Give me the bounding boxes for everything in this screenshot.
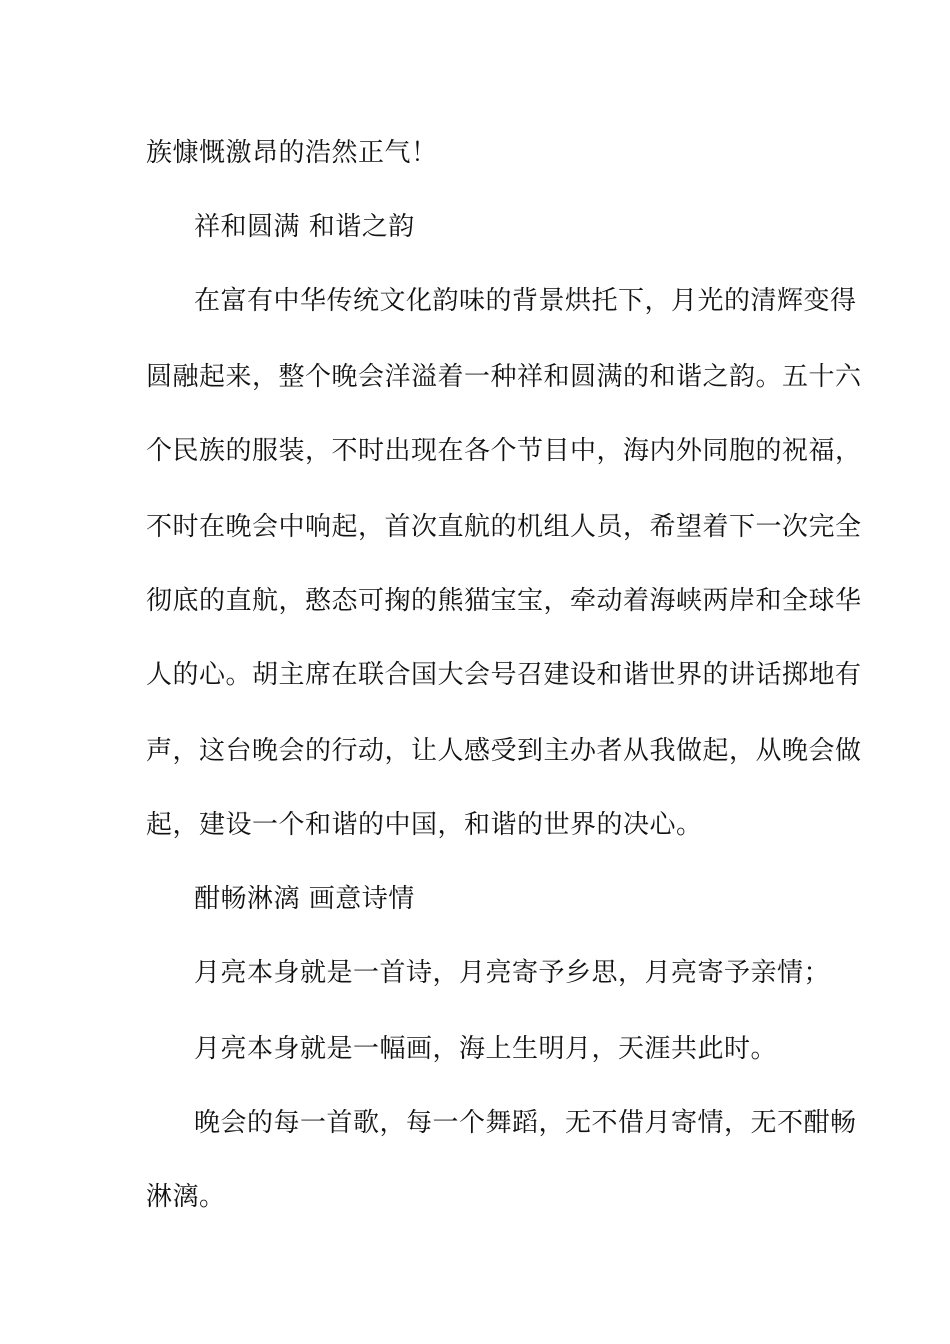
paragraph-line: 声，这台晚会的行动，让人感受到主办者从我做起，从晚会做 <box>146 736 862 766</box>
paragraph-line: 在富有中华传统文化韵味的背景烘托下，月光的清辉变得 <box>194 286 857 316</box>
section-heading-poetry: 酣畅淋漓 画意诗情 <box>194 884 415 914</box>
paragraph-line: 人的心。胡主席在联合国大会号召建设和谐世界的讲话掷地有 <box>146 660 862 690</box>
paragraph-line: 月亮本身就是一首诗，月亮寄予乡思，月亮寄予亲情； <box>194 958 831 988</box>
paragraph-line: 个民族的服装，不时出现在各个节目中，海内外同胞的祝福， <box>146 436 862 466</box>
paragraph-line: 月亮本身就是一幅画，海上生明月，天涯共此时。 <box>194 1034 778 1064</box>
paragraph-line: 圆融起来，整个晚会洋溢着一种祥和圆满的和谐之韵。五十六 <box>146 362 862 392</box>
paragraph-line: 起，建设一个和谐的中国，和谐的世界的决心。 <box>146 810 703 840</box>
paragraph-line: 晚会的每一首歌，每一个舞蹈，无不借月寄情，无不酣畅 <box>194 1108 857 1138</box>
paragraph-line: 不时在晚会中响起，首次直航的机组人员，希望着下一次完全 <box>146 512 862 542</box>
paragraph-line: 淋漓。 <box>146 1182 226 1212</box>
paragraph-line: 彻底的直航，憨态可掬的熊猫宝宝，牵动着海峡两岸和全球华 <box>146 586 862 616</box>
section-heading-harmony: 祥和圆满 和谐之韵 <box>194 212 415 242</box>
text-line-continuation: 族慷慨激昂的浩然正气！ <box>146 138 438 168</box>
